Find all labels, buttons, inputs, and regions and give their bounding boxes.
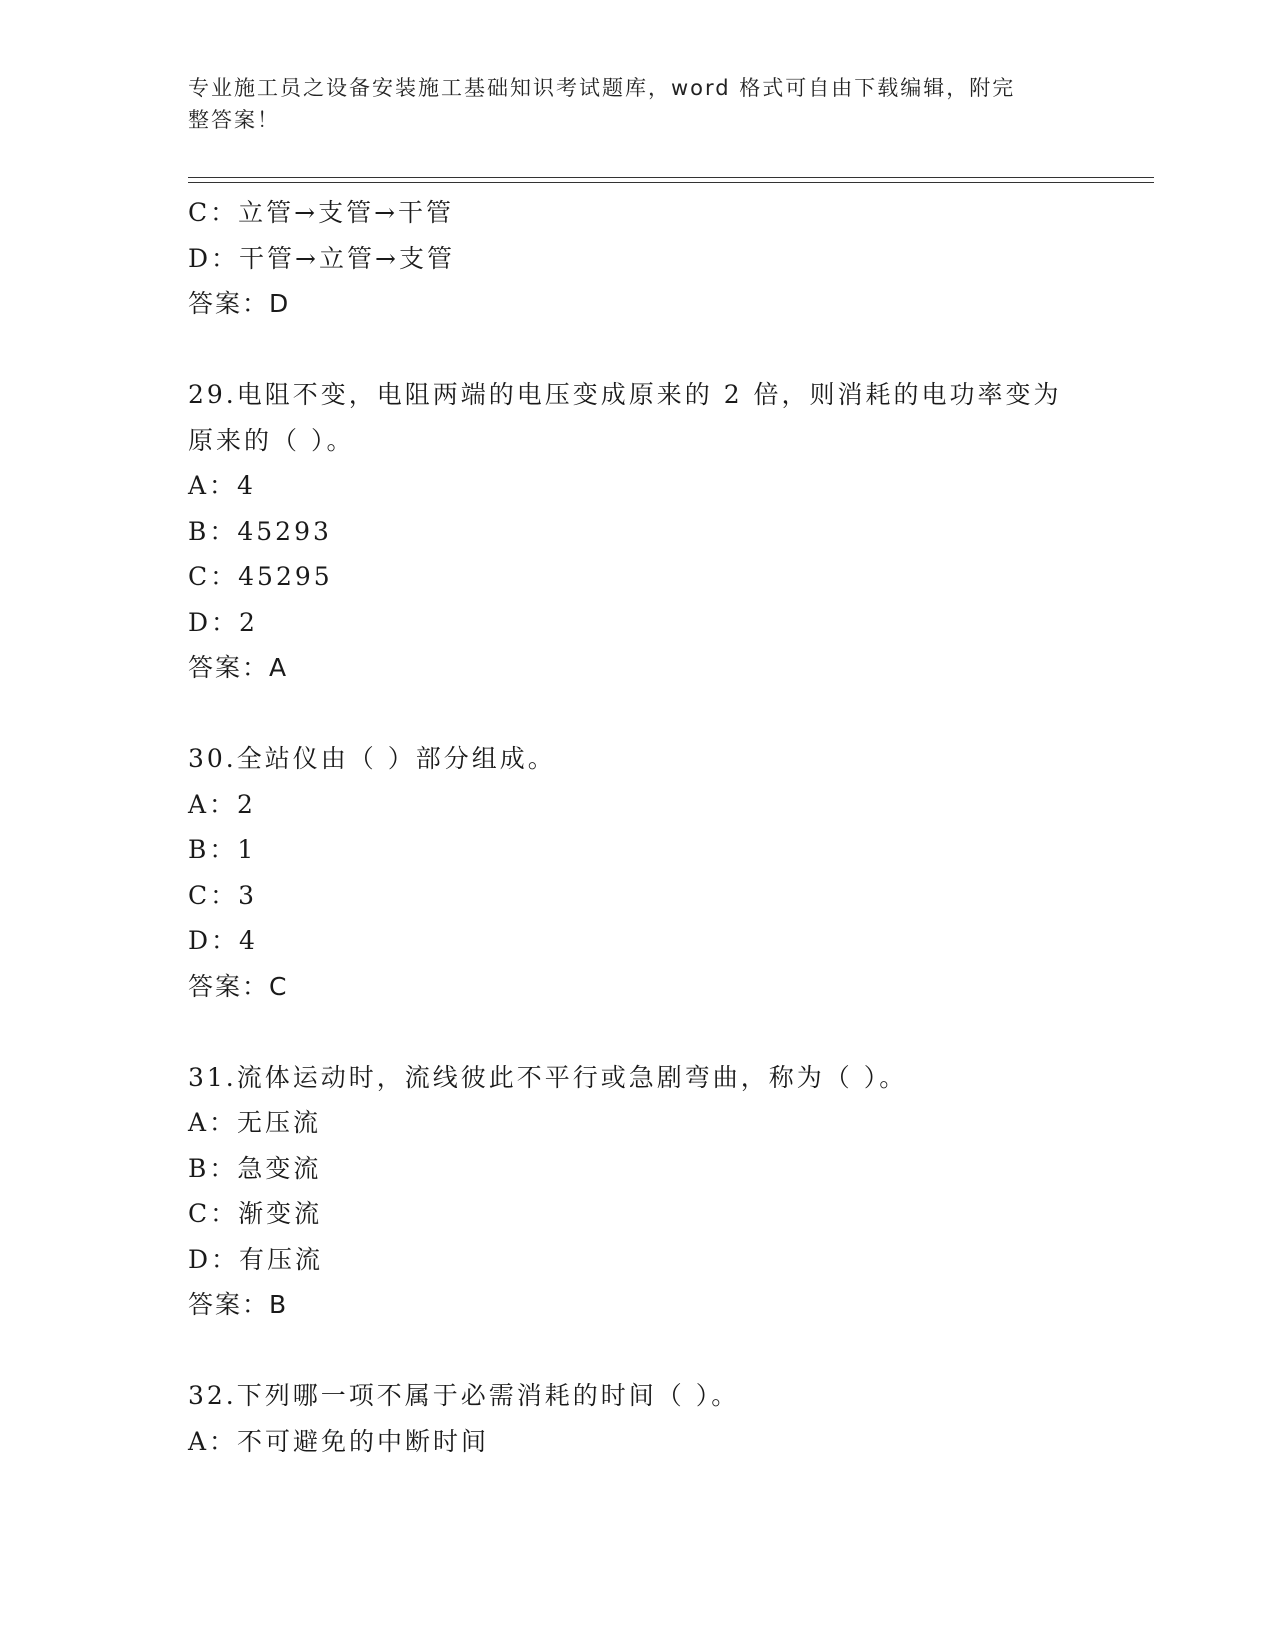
option-b: B：45293 xyxy=(188,516,332,546)
option-c: C：45295 xyxy=(188,562,333,591)
header-line-2: 整答案！ xyxy=(188,108,280,132)
spacer xyxy=(188,1009,1088,1055)
option-d: D：有压流 xyxy=(188,1244,324,1274)
header-rule-top xyxy=(188,177,1154,178)
option-d: D：4 xyxy=(188,926,258,955)
option-c: C：立管→支管→干管 xyxy=(188,198,455,227)
option-b: B：1 xyxy=(188,835,257,864)
option-a: A：无压流 xyxy=(188,1108,322,1137)
answer: 答案：D xyxy=(188,289,291,318)
question-stem: 30.全站仪由（ ）部分组成。 xyxy=(188,744,556,773)
spacer xyxy=(188,691,1088,737)
document-header xyxy=(188,72,1068,136)
spacer xyxy=(188,327,1088,373)
header-rule-bottom xyxy=(188,182,1154,183)
question-stem: 32.下列哪一项不属于必需消耗的时间（ ）。 xyxy=(188,1381,740,1410)
answer: 答案：C xyxy=(188,971,289,1001)
header-line-1: 专业施工员之设备安装施工基础知识考试题库，word 格式可自由下载编辑，附完 xyxy=(188,76,1016,100)
question-stem: 31.流体运动时，流线彼此不平行或急剧弯曲，称为（ ）。 xyxy=(188,1062,908,1092)
question-stem: 29.电阻不变，电阻两端的电压变成原来的 2 倍，则消耗的电功率变为 xyxy=(188,380,1062,409)
option-a: A：2 xyxy=(188,789,256,819)
option-c: C：3 xyxy=(188,880,258,910)
option-b: B：急变流 xyxy=(188,1153,322,1183)
question-stem-continued: 原来的（ ）。 xyxy=(188,425,355,455)
option-a: A：4 xyxy=(188,471,256,500)
question-list xyxy=(188,190,1088,1464)
answer: 答案：B xyxy=(188,1290,289,1319)
answer: 答案：A xyxy=(188,653,289,682)
option-c: C：渐变流 xyxy=(188,1199,323,1228)
option-a: A：不可避免的中断时间 xyxy=(188,1426,490,1456)
option-d: D：2 xyxy=(188,607,258,637)
option-d: D：干管→立管→支管 xyxy=(188,243,455,273)
spacer xyxy=(188,1328,1088,1374)
